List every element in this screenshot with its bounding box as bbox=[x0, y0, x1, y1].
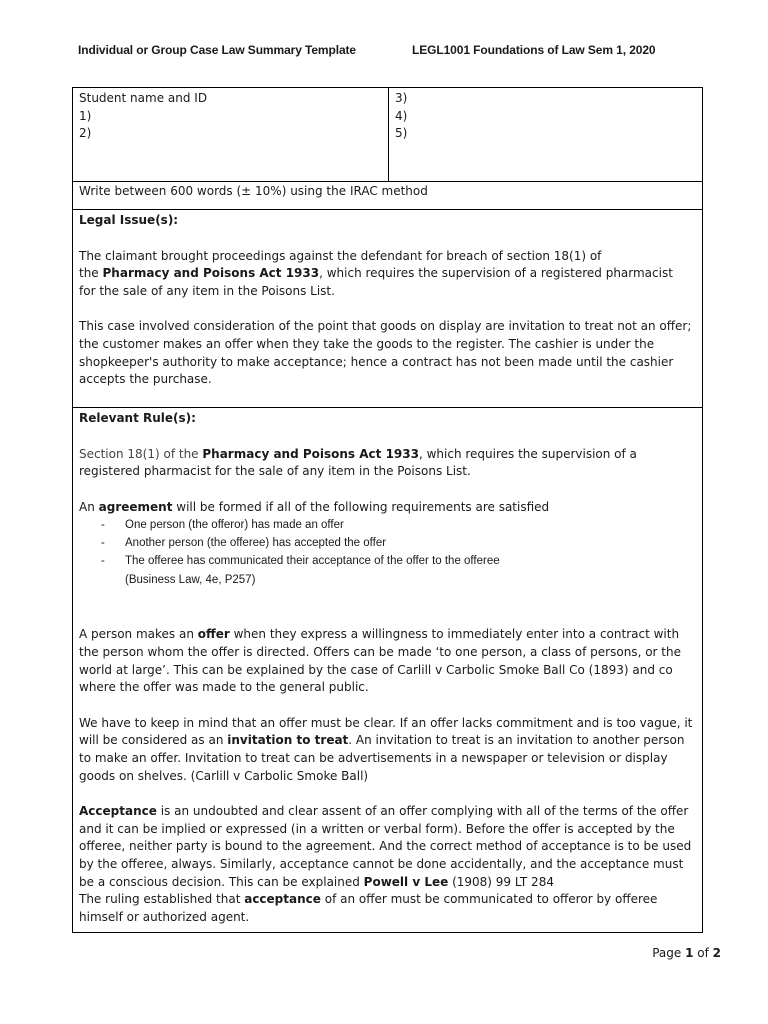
rule-text: . An invitation to treat is an invitation to another person to make an offer. Invitation to treat can be advertisements in a newspaper or television or display goods on shelves. (Carlill v Carbolic Smoke Ball) bbox=[79, 733, 685, 783]
student-3: 3) bbox=[395, 91, 408, 105]
legal-issue-text: the bbox=[79, 266, 103, 281]
relevant-rules-heading: Relevant Rule(s): bbox=[79, 411, 196, 425]
page-of: of bbox=[693, 946, 713, 960]
agreement-intro bbox=[79, 499, 696, 517]
offer-term: offer bbox=[197, 627, 230, 642]
legal-issue-paragraph-2: This case involved consideration of the point that goods on display are invitation to treat not an offer; the customer makes an offer when they take the goods to the register. The cashier is under the shopkeeper's authority to make acceptance; hence a contract has not been made until the cashier accepts the purchase. bbox=[79, 319, 692, 387]
agreement-term: agreement bbox=[98, 499, 173, 514]
rule-text: An bbox=[79, 499, 99, 514]
requirements-reference: (Business Law, 4e, P257) bbox=[125, 574, 256, 587]
legal-issue-text: for the sale of any item in the Poisons List. bbox=[79, 283, 335, 298]
page-label: Page bbox=[652, 946, 686, 960]
rule-text: The ruling established that bbox=[79, 892, 245, 907]
rule-text: will be formed if all of the following requirements are satisfied bbox=[172, 499, 550, 514]
students-cell-left bbox=[73, 88, 389, 181]
current-page: 1 bbox=[685, 946, 694, 960]
rule-text: , which requires the supervision of a registered pharmacist for the sale of any item in the Poisons List. bbox=[79, 446, 637, 479]
student-4: 4) bbox=[395, 108, 408, 123]
legal-issue-heading: Legal Issue(s): bbox=[79, 213, 179, 227]
student-1: 1) bbox=[79, 108, 92, 123]
instructions-text: Write between 600 words (± 10%) using the IRAC method bbox=[79, 184, 428, 198]
acceptance-term: acceptance bbox=[244, 892, 321, 907]
requirement-item: - The offeree has communicated their acceptance of the offer to the offeree bbox=[101, 552, 696, 570]
course-title: LEGL1001 Foundations of Law Sem 1, 2020 bbox=[412, 43, 656, 57]
requirements-list bbox=[79, 516, 696, 570]
students-cell-right bbox=[389, 88, 702, 181]
page-number bbox=[652, 946, 721, 960]
rule-text: is an undoubted and clear assent of an offer complying with all of the terms of the offer and it can be implied or expressed (in a written or verbal form). Before the offer is accepted by the offeree, neither party is bound to the agreement. And the correct method of acceptance is to be used by the offeree, always. Similarly, acceptance cannot be done accidentally, and the acceptance must be a conscious decision. This can be explained bbox=[79, 804, 692, 889]
legal-issue-paragraph-1 bbox=[79, 248, 696, 301]
case-name: Powell v Lee bbox=[363, 874, 449, 889]
acceptance-paragraph bbox=[79, 803, 696, 926]
requirement-item: - Another person (the offeree) has accepted the offer bbox=[101, 534, 696, 552]
acceptance-term: Acceptance bbox=[79, 804, 157, 819]
case-summary-table bbox=[72, 87, 703, 933]
rule-paragraph-section bbox=[79, 446, 696, 481]
instructions-row bbox=[73, 182, 702, 210]
rule-text: Section 18(1) of the bbox=[79, 446, 203, 461]
relevant-rules-section bbox=[73, 408, 702, 932]
rule-text: We have to keep in mind that an offer must be clear. If an offer lacks commitment and is too vague, it will be considered as an bbox=[79, 715, 693, 748]
total-pages: 2 bbox=[712, 946, 721, 960]
invitation-to-treat-paragraph bbox=[79, 715, 696, 785]
legal-issue-text: The claimant brought proceedings against the defendant for breach of section 18(1) of bbox=[79, 248, 602, 263]
act-name: Pharmacy and Poisons Act 1933 bbox=[202, 446, 419, 461]
student-2: 2) bbox=[79, 126, 92, 141]
rule-text: of an offer must be communicated to offeror by offeree himself or authorized agent. bbox=[79, 892, 658, 924]
invitation-term: invitation to treat bbox=[227, 733, 349, 748]
requirement-item: - One person (the offeror) has made an offer bbox=[101, 516, 696, 534]
offer-paragraph bbox=[79, 626, 696, 696]
template-title: Individual or Group Case Law Summary Template bbox=[78, 43, 357, 57]
student-5: 5) bbox=[395, 126, 408, 141]
student-label: Student name and ID bbox=[79, 91, 208, 105]
rule-text: when they express a willingness to immediately enter into a contract with the person whom the offer is directed. Offers can be made ‘to one person, a class of persons, or the world at large’. This can be explained by the case of Carlill v Carbolic Smoke Ball Co (1893) and co where the offer was made to the general public. bbox=[79, 627, 681, 695]
act-name: Pharmacy and Poisons Act 1933 bbox=[102, 266, 320, 281]
legal-issue-text: , which requires the supervision of a registered pharmacist bbox=[319, 266, 673, 281]
rule-text: A person makes an bbox=[79, 627, 198, 642]
legal-issue-section bbox=[73, 210, 702, 408]
students-row bbox=[73, 88, 702, 182]
case-citation: (1908) 99 LT 284 bbox=[448, 874, 554, 889]
